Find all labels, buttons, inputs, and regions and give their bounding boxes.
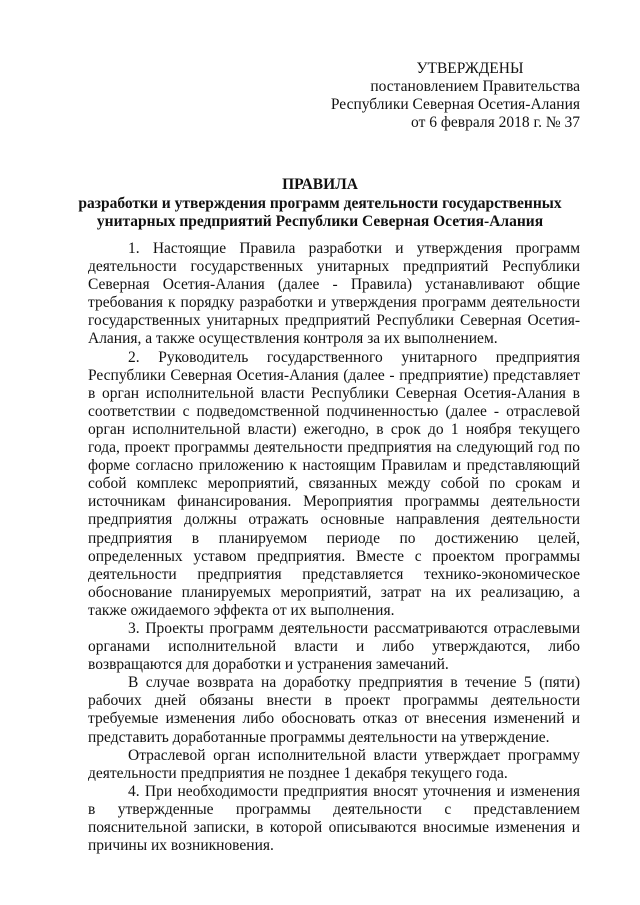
paragraph-3: 3. Проекты программ деятельности рассматриваются отраслевыми органами исполнительной власти и либо утверждаются, либо возвращаются для доработки и устранения замечаний. [88,619,580,674]
title-subtitle-line-1: разработки и утверждения программ деятельности государственных [78,195,562,212]
approval-heading: УТВЕРЖДЕНЫ [416,60,524,77]
title-main: ПРАВИЛА [282,176,358,193]
document-body [88,240,580,855]
paragraph-1: 1. Настоящие Правила разработки и утверждения программ деятельности государственных унитарных предприятий Республики Северная Осетия-Алания (далее - Правила) устанавливают общие требования к порядку разработки и утверждения программ деятельности государственных унитарных предприятий Республики Северная Осетия-Алания, а также осуществления контроля за их выполнением. [88,240,580,348]
title-subtitle-line-2: унитарных предприятий Республики Северная Осетия-Алания [96,213,544,230]
paragraph-2: 2. Руководитель государственного унитарного предприятия Республики Северная Осетия-Алания (далее - предприятие) представляет в орган исполнительной власти Республики Северная Осетия-Алания в соответствии с подведомственной подчиненностью (далее - отраслевой орган исполнительной власти) ежегодно, в срок до 1 ноября текущего года, проект программы деятельности предприятия на следующий год по форме согласно приложению к настоящим Правилам и представляющий собой комплекс мероприятий, связанных между собой по срокам и источникам финансирования. Мероприятия программы деятельности предприятия должны отражать основные направления деятельности предприятия в планируемом периоде по достижению целей, определенных уставом предприятия. Вместе с проектом программы деятельности предприятия представляется технико-экономическое обоснование планируемых мероприятий, затрат на их реализацию, а также ожидаемого эффекта от их выполнения. [88,348,580,619]
document-title [60,176,580,231]
approval-line-2: Республики Северная Осетия-Алания [330,96,580,113]
paragraph-6: 4. При необходимости предприятия вносят уточнения и изменения в утвержденные программы деятельности с представлением пояснительной записки, в которой описываются вносимые изменения и причины их возникновения. [88,782,580,855]
approval-line-3: от 6 февраля 2018 г. № 37 [411,114,580,131]
approval-line-1: постановлением Правительства [370,78,580,95]
approval-block [300,60,580,132]
paragraph-4: В случае возврата на доработку предприятия в течение 5 (пяти) рабочих дней обязаны внести в проект программы деятельности требуемые изменения либо обосновать отказ от внесения изменений и представить доработанные программы деятельности на утверждение. [88,674,580,746]
paragraph-5: Отраслевой орган исполнительной власти утверждает программу деятельности предприятия не позднее 1 декабря текущего года. [88,746,580,782]
